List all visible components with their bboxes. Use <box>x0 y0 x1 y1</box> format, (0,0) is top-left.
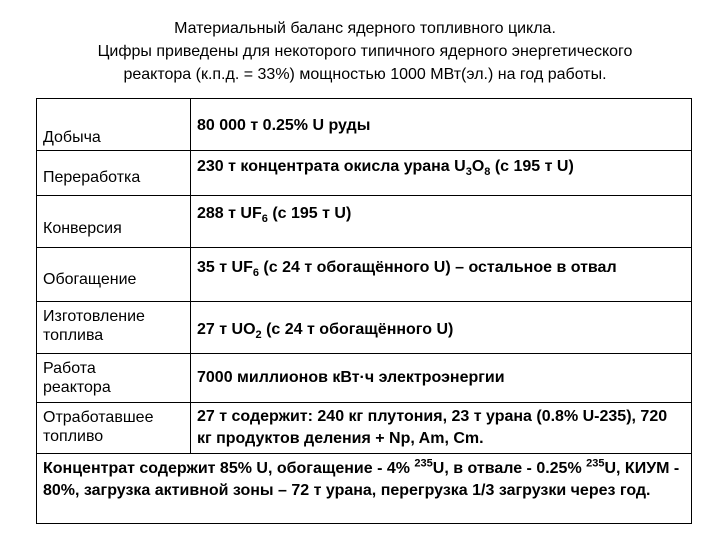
title-line-2: Цифры приведены для некоторого типичного ядерного энергетического <box>97 43 633 60</box>
stage-label: Обогащение <box>43 271 137 288</box>
stage-label: Отработавшее топливо <box>43 409 154 445</box>
stage-value: 80 000 т 0.25% U руды <box>197 117 371 134</box>
stage-value: 35 т $UF_6$ (с 24 т обогащённого U) – остальное в отвал <box>197 259 617 280</box>
stage-label: Конверсия <box>43 220 122 237</box>
stage-value: 230 т концентрата окисла урана $U_3O_8$ (с 195 т U) <box>197 158 574 179</box>
stage-label: Работа реактора <box>43 360 111 396</box>
table-row-reactor-operation <box>37 354 691 403</box>
table-row-note <box>37 454 691 524</box>
table-row-spent-fuel <box>37 403 691 454</box>
table-row-processing <box>37 151 691 196</box>
table-row-fuel-fabrication <box>37 302 691 354</box>
material-balance-table <box>36 98 692 524</box>
stage-value: 7000 миллионов кВт·ч электроэнергии <box>197 369 505 386</box>
stage-value: 27 т $UO_2$ (с 24 т обогащённого U) <box>197 321 454 342</box>
title-line-1: Материальный баланс ядерного топливного цикла. <box>174 20 556 37</box>
stage-label: Добыча <box>43 129 101 146</box>
stage-label: Переработка <box>43 169 141 186</box>
stage-value: 288 т $UF_6$ (с 195 т U) <box>197 205 352 226</box>
title-line-3: реактора (к.п.д. = 33%) мощностью 1000 МВт(эл.) на год работы. <box>123 66 607 83</box>
table-row-enrichment <box>37 248 691 302</box>
footnote: Концентрат содержит 85% U, обогащение - 4% $^{235}$U, в отвале - 0.25% $^{235}$U, КИУМ - 80%, загрузка активной зоны – 72 т урана, перегрузка 1/3 загрузки через год. <box>43 457 680 499</box>
stage-value: 27 т содержит: 240 кг плутония, 23 т урана (0.8% U-235), 720 кг продуктов деления + Np, Am, Cm. <box>197 408 668 447</box>
stage-label: Изготовление топлива <box>43 308 145 344</box>
table-row-mining <box>37 99 691 151</box>
page-title <box>40 17 690 86</box>
table-row-conversion <box>37 196 691 248</box>
